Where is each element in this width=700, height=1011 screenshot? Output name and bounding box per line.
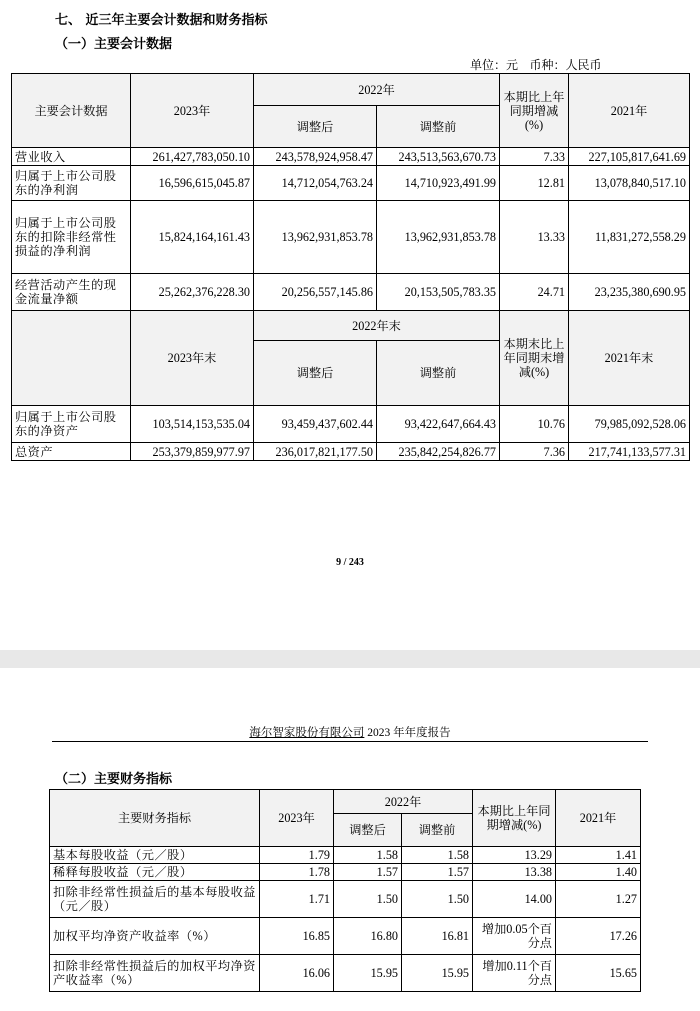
- value-2021: 17.26: [556, 918, 641, 955]
- row-item: 扣除非经常性损益后的基本每股收益（元／股）: [50, 881, 260, 918]
- row-item: 基本每股收益（元／股）: [50, 847, 260, 864]
- header-change-end: 本期末比上年同期末增减(%): [500, 311, 569, 406]
- value-2021: 217,741,133,577.31: [569, 443, 690, 461]
- value-2021: 227,105,817,641.69: [569, 148, 690, 166]
- value-before: 1.57: [402, 864, 473, 881]
- table-row: [50, 918, 641, 955]
- value-adjusted: 236,017,821,177.50: [254, 443, 377, 461]
- table-row: [12, 406, 690, 443]
- header-company-name: 海尔智家股份有限公司: [249, 727, 365, 739]
- page-separator: [0, 650, 700, 668]
- currency-unit-note: 单位：元 币种：人民币: [470, 58, 602, 72]
- header-2023-end: 2023年末: [131, 311, 254, 406]
- value-2023: 1.78: [260, 864, 334, 881]
- value-before: 243,513,563,670.73: [377, 148, 500, 166]
- value-2021: 11,831,272,558.29: [569, 201, 690, 274]
- value-change: 增加0.05个百分点: [473, 918, 556, 955]
- value-before: 235,842,254,826.77: [377, 443, 500, 461]
- header-before: 调整前: [377, 106, 500, 148]
- table-row: [50, 847, 641, 864]
- header-2023: 2023年: [260, 790, 334, 847]
- header-2022-end: 2022年末: [254, 311, 500, 341]
- table-row: [50, 955, 641, 992]
- header-2021-end: 2021年末: [569, 311, 690, 406]
- value-2021: 1.41: [556, 847, 641, 864]
- row-item: 经营活动产生的现金流量净额: [12, 274, 131, 311]
- value-adjusted: 1.57: [334, 864, 402, 881]
- value-before: 15.95: [402, 955, 473, 992]
- value-change: 7.33: [500, 148, 569, 166]
- value-adjusted: 16.80: [334, 918, 402, 955]
- table-row: [12, 166, 690, 201]
- value-change: 14.00: [473, 881, 556, 918]
- row-item: 总资产: [12, 443, 131, 461]
- table-row: [50, 881, 641, 918]
- header-before: 调整前: [377, 341, 500, 406]
- header-report-title: 2023 年年度报告: [364, 727, 451, 739]
- value-2021: 79,985,092,528.06: [569, 406, 690, 443]
- financial-indicators-table: [49, 789, 641, 992]
- value-2023: 16.06: [260, 955, 334, 992]
- running-header: [0, 724, 700, 740]
- row-item: 归属于上市公司股东的净资产: [12, 406, 131, 443]
- value-adjusted: 20,256,557,145.86: [254, 274, 377, 311]
- value-2021: 1.40: [556, 864, 641, 881]
- value-before: 1.58: [402, 847, 473, 864]
- value-2023: 103,514,153,535.04: [131, 406, 254, 443]
- value-change: 13.33: [500, 201, 569, 274]
- value-change: 13.29: [473, 847, 556, 864]
- row-item: 归属于上市公司股东的扣除非经常性损益的净利润: [12, 201, 131, 274]
- header-item: 主要财务指标: [50, 790, 260, 847]
- value-2023: 1.71: [260, 881, 334, 918]
- value-change: 24.71: [500, 274, 569, 311]
- row-item: 加权平均净资产收益率（%）: [50, 918, 260, 955]
- header-change: 本期比上年同期增减(%): [473, 790, 556, 847]
- value-before: 20,153,505,783.35: [377, 274, 500, 311]
- value-change: 7.36: [500, 443, 569, 461]
- value-2023: 253,379,859,977.97: [131, 443, 254, 461]
- header-adjusted: 调整后: [254, 341, 377, 406]
- page-number: 9 / 243: [336, 557, 364, 568]
- header-adjusted: 调整后: [334, 814, 402, 847]
- value-2023: 16.85: [260, 918, 334, 955]
- value-2021: 23,235,380,690.95: [569, 274, 690, 311]
- value-adjusted: 1.58: [334, 847, 402, 864]
- income-header-row: [12, 74, 690, 106]
- value-before: 93,422,647,664.43: [377, 406, 500, 443]
- value-adjusted: 93,459,437,602.44: [254, 406, 377, 443]
- value-before: 1.50: [402, 881, 473, 918]
- value-2021: 1.27: [556, 881, 641, 918]
- row-item: 归属于上市公司股东的净利润: [12, 166, 131, 201]
- value-adjusted: 15.95: [334, 955, 402, 992]
- accounting-data-heading: （一）主要会计数据: [55, 37, 173, 52]
- value-before: 14,710,923,491.99: [377, 166, 500, 201]
- value-before: 13,962,931,853.78: [377, 201, 500, 274]
- row-item: 扣除非经常性损益后的加权平均净资产收益率（%）: [50, 955, 260, 992]
- value-2023: 25,262,376,228.30: [131, 274, 254, 311]
- value-adjusted: 14,712,054,763.24: [254, 166, 377, 201]
- header-2023: 2023年: [131, 74, 254, 148]
- value-adjusted: 13,962,931,853.78: [254, 201, 377, 274]
- value-change: 12.81: [500, 166, 569, 201]
- value-2021: 15.65: [556, 955, 641, 992]
- row-item: 稀释每股收益（元／股）: [50, 864, 260, 881]
- header-2021: 2021年: [556, 790, 641, 847]
- table-row: [12, 274, 690, 311]
- report-page-10: [0, 668, 700, 1011]
- table-row: [12, 201, 690, 274]
- value-2023: 261,427,783,050.10: [131, 148, 254, 166]
- balance-header-row: [12, 311, 690, 341]
- accounting-data-table: [11, 73, 690, 461]
- value-change: 13.38: [473, 864, 556, 881]
- header-2022: 2022年: [334, 790, 473, 814]
- header-item: 主要会计数据: [12, 74, 131, 148]
- value-before: 16.81: [402, 918, 473, 955]
- section-heading: 七、 近三年主要会计数据和财务指标: [55, 13, 268, 28]
- header-2021: 2021年: [569, 74, 690, 148]
- table-row: [12, 148, 690, 166]
- header-2022: 2022年: [254, 74, 500, 106]
- value-2023: 1.79: [260, 847, 334, 864]
- table-row: [12, 443, 690, 461]
- value-2023: 16,596,615,045.87: [131, 166, 254, 201]
- row-item: 营业收入: [12, 148, 131, 166]
- header-rule: [52, 741, 648, 742]
- value-adjusted: 1.50: [334, 881, 402, 918]
- table-row: [50, 864, 641, 881]
- value-adjusted: 243,578,924,958.47: [254, 148, 377, 166]
- header-adjusted: 调整后: [254, 106, 377, 148]
- financial-indicators-heading: （二）主要财务指标: [55, 772, 173, 787]
- value-2023: 15,824,164,161.43: [131, 201, 254, 274]
- header-item-blank: [12, 311, 131, 406]
- value-change: 增加0.11个百分点: [473, 955, 556, 992]
- header-change: 本期比上年同期增减(%): [500, 74, 569, 148]
- indicators-header-row: [50, 790, 641, 814]
- value-change: 10.76: [500, 406, 569, 443]
- value-2021: 13,078,840,517.10: [569, 166, 690, 201]
- header-before: 调整前: [402, 814, 473, 847]
